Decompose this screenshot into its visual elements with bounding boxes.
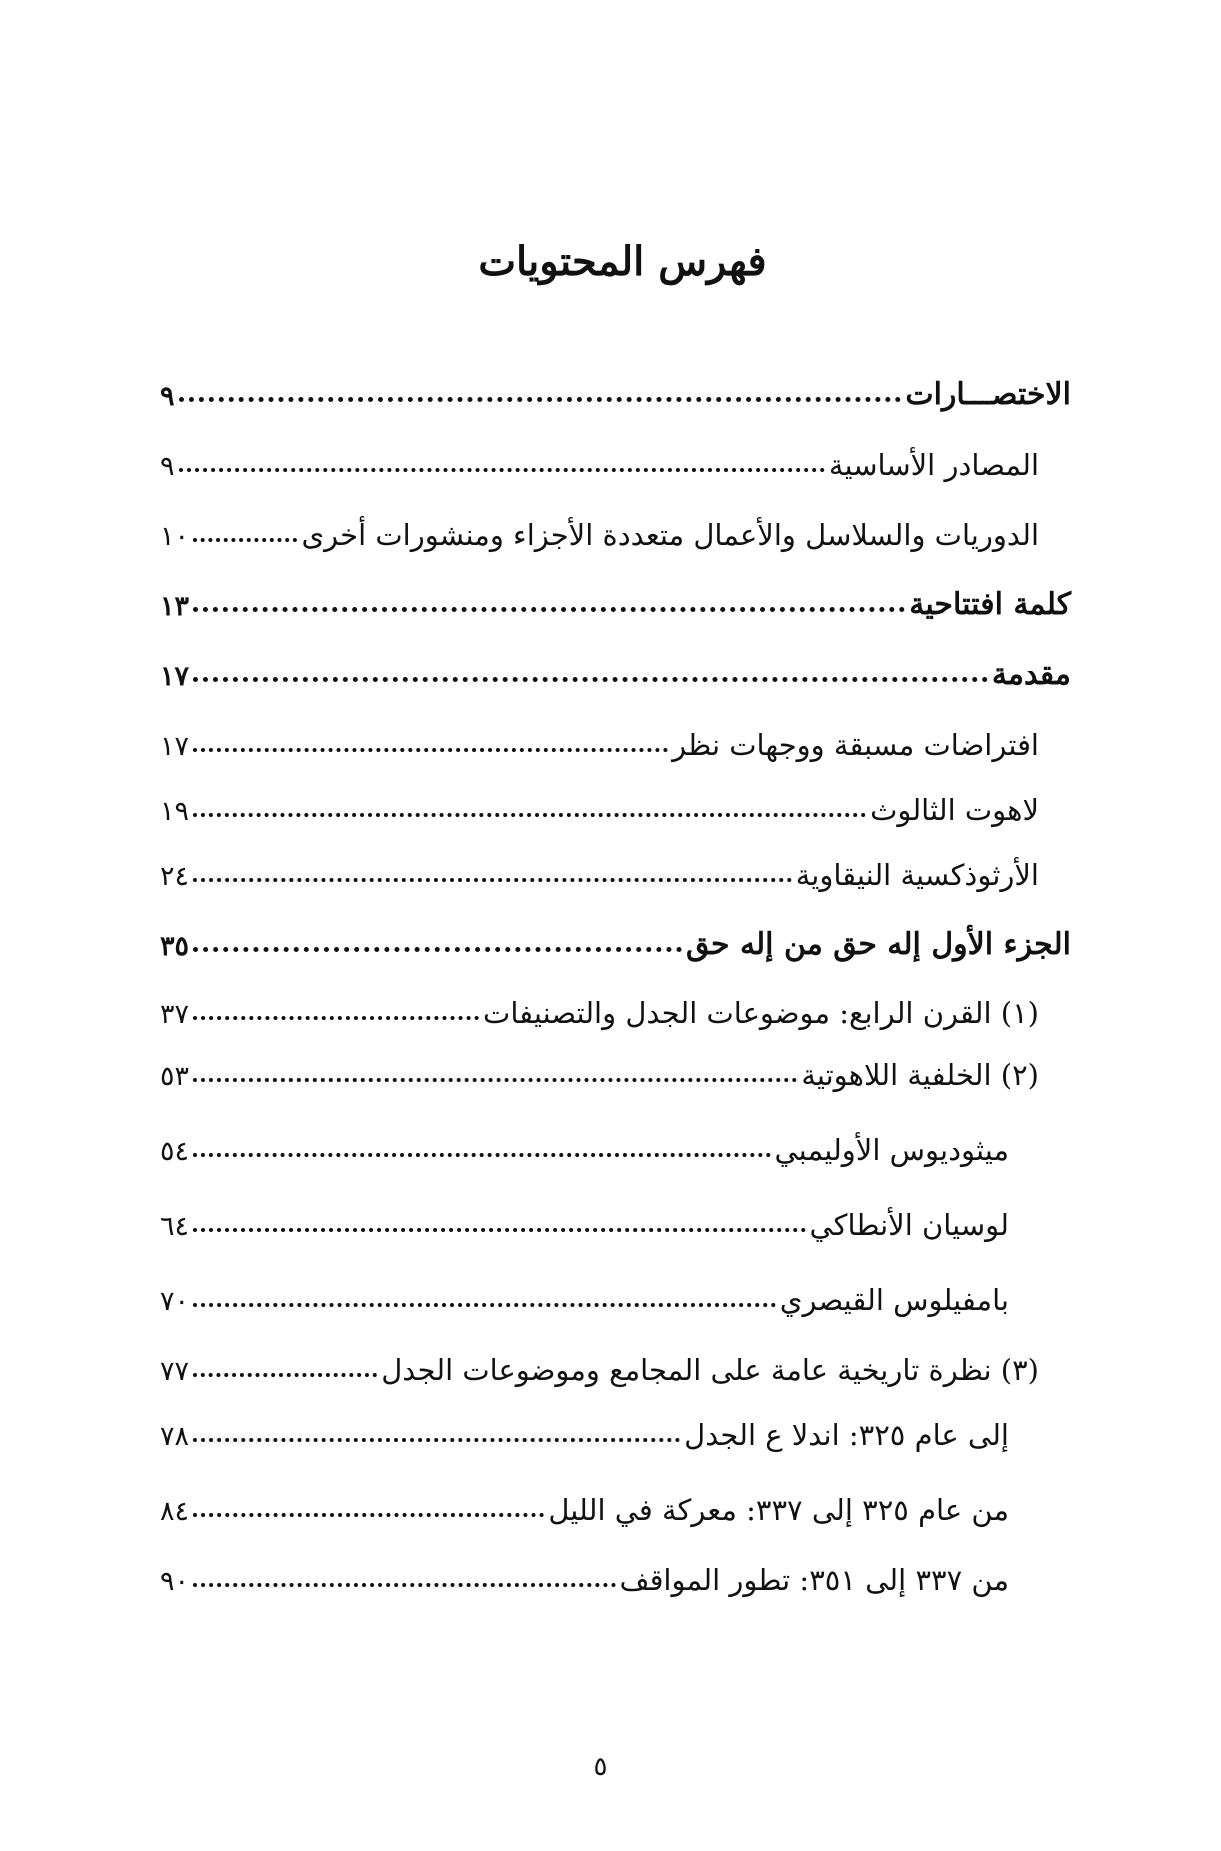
toc-entry-label: إلى عام ٣٢٥: اندلا ع الجدل [684,1418,1009,1452]
toc-entry[interactable] [160,640,1071,690]
toc-entry[interactable] [160,430,1039,480]
toc-entry-label: الاختصـــارات [905,377,1071,412]
toc-entry-page: ٣٧ [160,999,190,1030]
toc-entry[interactable] [160,1400,1009,1450]
toc-entry-label: مقدمة [991,657,1071,692]
toc-entry[interactable] [160,1190,1009,1240]
toc-entry-label: (٣) نظرة تاريخية عامة على المجامع وموضوعات الجدل [381,1353,1039,1387]
toc-entry[interactable] [160,1265,1009,1315]
toc-entry-page: ١٧ [160,731,190,762]
toc-entry-page: ٧٧ [160,1356,190,1387]
toc-entry-page: ٦٤ [160,1211,190,1242]
toc-entry[interactable] [160,775,1039,825]
toc-entry[interactable] [160,1335,1039,1385]
toc-entry-label: الجزء الأول إله حق من إله حق [685,927,1071,962]
dot-leader [193,748,668,752]
toc-entry-label: لوسيان الأنطاكي [809,1208,1009,1242]
toc-entry-label: (١) القرن الرابع: موضوعات الجدل والتصنيفات [483,996,1039,1030]
dot-leader [193,1016,479,1020]
dot-leader [193,1513,544,1517]
dot-leader [179,397,902,402]
toc-entry-page: ١٩ [160,796,190,827]
toc-entry-label: ميثوديوس الأوليمبي [774,1133,1009,1167]
toc-entry-label: الأرثوذكسية النيقاوية [795,858,1039,892]
toc-entry-label: بامفيلوس القيصري [779,1283,1009,1317]
page-title: فهرس المحتويات [478,238,767,285]
toc-entry[interactable] [160,360,1071,410]
dot-leader [193,677,988,682]
dot-leader [193,813,866,817]
toc-entry-page: ٩٠ [160,1566,190,1597]
dot-leader [193,1583,616,1587]
toc-entry-label: من ٣٣٧ إلى ٣٥١: تطور المواقف [619,1563,1009,1597]
toc-entry[interactable] [160,1475,1009,1525]
toc-entry[interactable] [160,570,1071,620]
toc-entry-label: الدوريات والسلاسل والأعمال متعددة الأجزاء ومنشورات أخرى [301,518,1039,552]
toc-entry-page: ٥٣ [160,1061,190,1092]
toc-entry-label: المصادر الأساسية [828,448,1039,482]
toc-entry[interactable] [160,1115,1009,1165]
dot-leader [193,1303,776,1307]
toc-entry-page: ٥٤ [160,1136,190,1167]
toc-entry[interactable] [160,500,1039,550]
toc-entry-page: ٣٥ [160,931,190,962]
dot-leader [193,1153,771,1157]
toc-entry[interactable] [160,910,1071,960]
dot-leader [193,947,682,952]
dot-leader [193,878,792,882]
dot-leader [193,1078,797,1082]
toc-entry-label: افتراضات مسبقة ووجهات نظر [672,728,1039,762]
dot-leader [193,1373,377,1377]
page-number: ٥ [593,1752,608,1782]
toc-entry[interactable] [160,710,1039,760]
toc-entry[interactable] [160,840,1039,890]
toc-entry-page: ٨٤ [160,1496,190,1527]
toc-entry-page: ٩ [160,381,175,412]
toc-entry-label: من عام ٣٢٥ إلى ٣٣٧: معركة في الليل [548,1493,1009,1527]
toc-entry-page: ٧٨ [160,1421,190,1452]
toc-entry-page: ٧٠ [160,1286,190,1317]
toc-entry[interactable] [160,1040,1039,1090]
dot-leader [193,1438,680,1442]
toc-entry-label: (٢) الخلفية اللاهوتية [801,1058,1039,1092]
toc-entry-label: لاهوت الثالوث [870,793,1039,827]
toc-entry-page: ٩ [160,451,175,482]
toc-entry-page: ٢٤ [160,861,190,892]
dot-leader [179,468,825,472]
toc-entry[interactable] [160,1545,1009,1595]
dot-leader [193,607,905,612]
dot-leader [193,538,297,542]
toc-entry-page: ١٠ [160,521,190,552]
dot-leader [193,1228,805,1232]
toc-entry[interactable] [160,978,1039,1028]
toc-entry-page: ١٧ [160,661,190,692]
toc-entry-page: ١٣ [160,591,190,622]
toc-entry-label: كلمة افتتاحية [909,587,1071,622]
